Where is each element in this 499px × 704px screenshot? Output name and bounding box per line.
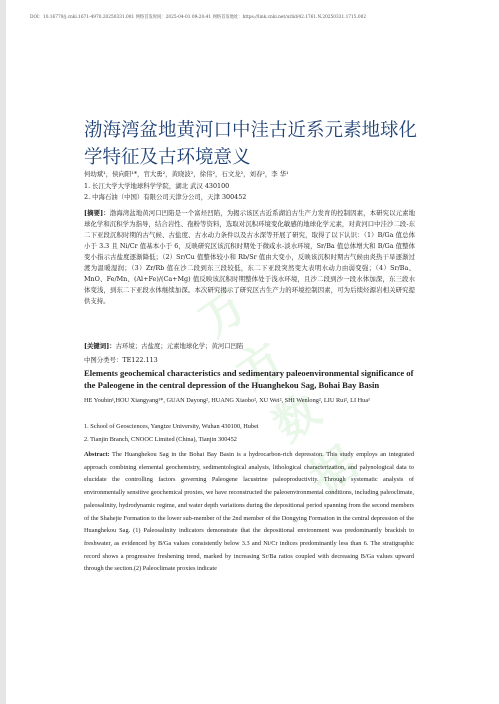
authors-en: HE Youbin¹,HOU Xiangyang¹*, GUAN Dayong², HUANG Xiaobo², XU Wei², SHI Wenlong², LIU Rui², LI Hua¹ (84, 397, 370, 404)
page-edge (0, 0, 6, 704)
affiliation-en-1: 1. School of Geosciences, Yangtze University, Wuhan 430100, Hubei (84, 423, 259, 430)
title-en: Elements geochemical characteristics and sedimentary paleoenvironmental significance of the Paleogene in the central depression of the Huanghekou Sag, Bohai Bay Basin (84, 368, 414, 390)
paper-title: 渤海湾盆地黄河口中洼古近系元素地球化学特征及古环境意义 (84, 120, 418, 168)
keywords-zh (84, 342, 414, 351)
affiliation-zh-2: 2. 中海石油（中国）有限公司天津分公司，天津 300452 (84, 193, 247, 201)
abstract-en-label: Abstract: (84, 451, 110, 458)
clc-number: 中图分类号：TE122.113 (84, 356, 158, 364)
affiliation-zh-1: 1. 长江大学大学地球科学学院，湖北 武汉 430100 (84, 182, 230, 190)
abstract-zh (84, 208, 415, 307)
abstract-zh-label: [摘要]： (84, 209, 110, 217)
abstract-en (84, 449, 414, 576)
abstract-en-text: The Huanghekou Sag in the Bohai Bay Basin is a hydrocarbon-rich depression. This study employs an integrated approach combining elemental geochemistry, sedimentological analysis, lithological characterization, and palynological data to elucidate the controlling factors governing Paleogene lacustrine paleoproductivity. Through systematic analysis of environmentally sensitive geochemical proxies, we have reconstructed the paleoenvironmental conditions, including paleoclimate, paleosalinity, hydrodynamic regime, and water depth variations during the depositional period spanning from the second members of the Shahejie Formation to the lower sub-member of the 2nd member of the Dongying Formation in the central depression of the Huanghekou Sag. (1) Paleosalinity indicators demonstrate that the depositional environment was predominantly brackish to freshwater, as evidenced by B/Ga values consistently below 3.3 and Ni/Cr indices predominantly less than 6. The stratigraphic record shows a progressive freshening trend, marked by increasing Sr/Ba ratios coupled with decreasing B/Ga values upward through the section.(2) Paleoclimate proxies indicate (84, 451, 414, 573)
authors-zh: 何幼斌¹，侯向阳¹*，官大勇²，黄晓波²，徐伟²，石文龙²，刘春²，李 华¹ (84, 170, 289, 178)
abstract-zh-text: 渤海湾盆地黄河口凹陷是一个富烃凹陷，为揭示该区古近系湖泊古生产力发育的控制因素，本研究以元素地球化学和沉积学为指导，结合岩性、孢粉等资料，选取对沉积环境变化敏感的地球化学元素，对黄河口中洼沙二段-东二下亚段沉积时期的古气候、古盐度、古水动力条件以及古水深等开展了研究，取得了以下认识：（1）B/Ga 值总体小于 3.3 且 Ni/Cr 值基本小于 6，反映研究区该沉积时期处于微咸水-淡水环境，Sr/Ba 值总体增大和 B/Ga 值整体变小指示古盐度逐渐降低；（2）Sr/Cu 值整体较小和 Rb/Sr 值由大变小，反映该沉积时期古气候由炎热干旱逐渐过渡为温暖湿润；（3）Zr/Rb 值在沙二段到东三段较低，东二下亚段突然变大表明水动力由弱变强；（4）Sr/Ba、MnO、Fe/Mn、(Al+Fe)/(Ca+Mg) 值反映该沉积时期整体处于浅水环境，且沙二段到沙一段水体加深，东三段水体变浅，到东二下亚段水体继续加深。本次研究揭示了研究区古生产力的环境控制因素，可为后续烃源岩相关研究提供支持。 (84, 209, 415, 305)
keywords-zh-label: [关键词]： (84, 342, 116, 350)
keywords-zh-text: 古环境；古盐度；元素地球化学；黄河口凹陷 (115, 342, 244, 350)
network-first-header: DOI：10.16779/j.cnki.1671-4970.20250331.001 网络首发时间：2025-04-01 09:20:41 网络首发地址：https://link.cnki.net/urlid/42.1761.N.20250331.1715.002 (30, 15, 367, 20)
watermark: 万方数据 (191, 280, 367, 505)
affiliation-en-2: 2. Tianjin Branch, CNOOC Limited (China), Tianjin 300452 (84, 436, 237, 443)
